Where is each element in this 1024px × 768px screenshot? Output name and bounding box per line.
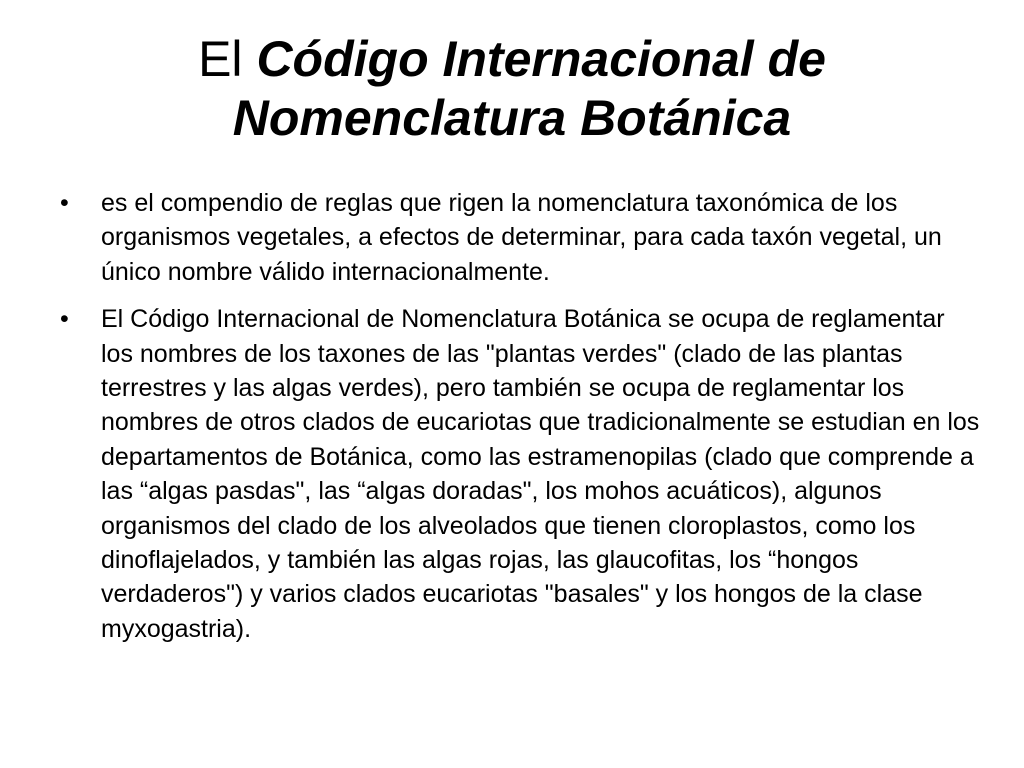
title-italic-line2: Nomenclatura Botánica: [232, 90, 792, 146]
bullet-text: es el compendio de reglas que rigen la nomenclatura taxonómica de los organismos vegetales, a efectos de determinar, para cada taxón vegetal, un único nombre válido internacionalmente.: [101, 189, 942, 286]
title-plain-text: El: [198, 31, 243, 87]
bullet-item: [56, 302, 980, 646]
bullet-dot-icon: •: [60, 189, 69, 217]
bullet-dot-icon: •: [60, 305, 69, 334]
title-italic-line1: Código Internacional de: [256, 31, 826, 87]
bullet-list: [56, 186, 980, 659]
bullet-text: El Código Internacional de Nomenclatura Botánica se ocupa de reglamentar los nombres de los taxones de las "plantas verdes" (clado de las plantas terrestres y las algas verdes), pero también se ocupa de reglamentar los nombres de otros clados de eucariotas que tradicionalmente se estudian en los departamentos de Botánica, como las estramenopilas (clado que comprende a las “algas pasdas", las “algas doradas", los mohos acuáticos), algunos organismos del clado de los alveolados que tienen cloroplastos, como los dinoflajelados, y también las algas rojas, las glaucofitas, los “hongos verdaderos") y varios clados eucariotas "basales" y los hongos de la clase myxogastria).: [101, 305, 980, 643]
bullet-item: [56, 186, 980, 289]
slide-title: [60, 30, 964, 148]
